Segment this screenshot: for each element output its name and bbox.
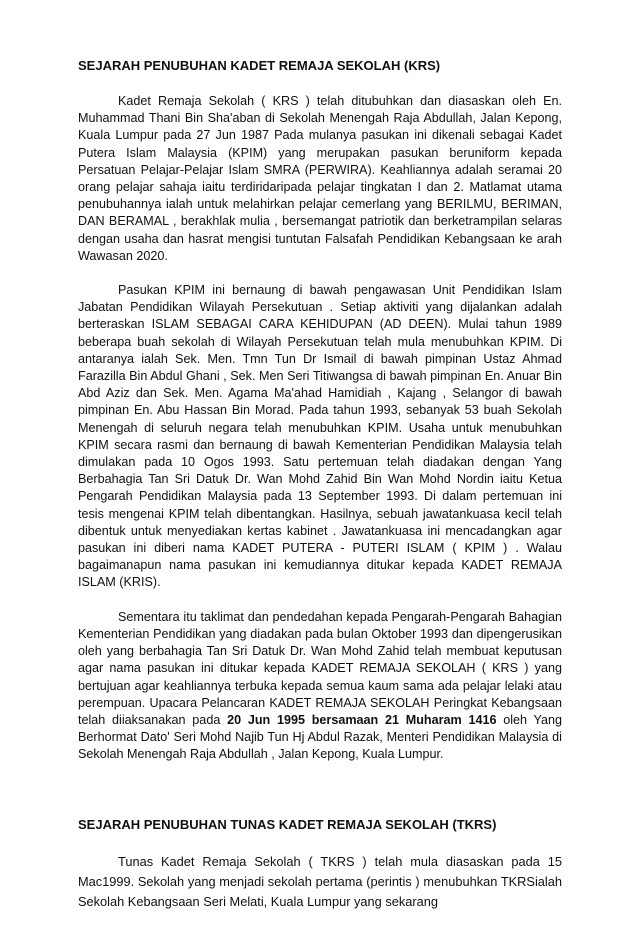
section-spacer xyxy=(78,781,562,816)
tkrs-paragraph-1: Tunas Kadet Remaja Sekolah ( TKRS ) telah mula diasaskan pada 15 Mac1999. Sekolah yang menjadi sekolah pertama (perintis ) menubuhkan TKRSialah Sekolah Kebangsaan Seri Melati, Kuala Lumpur yang sekarang xyxy=(78,853,562,909)
krs-paragraph-3-part-b: oleh Yang Berhormat Dato' Seri Mohd Najib Tun Hj Abdul Razak, Menteri Pendidikan Malaysia di Sekolah Menengah Raja Abdullah , Jalan Kepong, Kuala Lumpur. xyxy=(78,712,563,762)
krs-paragraph-1: Kadet Remaja Sekolah ( KRS ) telah ditubuhkan dan diasaskan oleh En. Muhammad Thani Bin Sha'aban di Sekolah Menengah Raja Abdullah, Jalan Kepong, Kuala Lumpur pada 27 Jun 1987 Pada mulanya pasukan ini dikenali sebagai Kadet Putera Islam Malaysia (KPIM) yang merupakan pasukan beruniform kepada Persatuan Pelajar-Pelajar Islam SMRA (PERWIRA). Keahliannya adalah seramai 20 orang pelajar sahaja iaitu terdiridaripada pelajar tingkatan I dan 2. Matlamat utama penubuhannya ialah untuk melahirkan pelajar cemerlang yang BERILMU, BERIMAN, DAN BERAMAL , berakhlak mulia , bersemangat patriotik dan berketrampilan selaras dengan usaha dan hasrat mengisi tuntutan Falsafah Pendidikan Kebangsaan ke arah Wawasan 2020. xyxy=(78,94,562,263)
tkrs-heading: SEJARAH PENUBUHAN TUNAS KADET REMAJA SEKOLAH (TKRS) xyxy=(78,816,497,832)
krs-heading: SEJARAH PENUBUHAN KADET REMAJA SEKOLAH (KRS) xyxy=(78,58,441,73)
krs-paragraph-3 xyxy=(78,609,562,764)
document-page xyxy=(78,57,562,929)
krs-paragraph-3-part-a: Sementara itu taklimat dan pendedahan kepada Pengarah-Pengarah Bahagian Kementerian Pendidikan yang diadakan pada bulan Oktober 1993 dan dipengerusikan oleh yang berbahagia Tan Sri Datuk Dr. Wan Mohd Zahid telah membuat keputusan agar nama pasukan ini ditukar kepada KADET REMAJA SEKOLAH ( KRS ) yang bertujuan agar keahliannya terbuka kepada semua kaum sama ada pelajar lelaki atau perempuan. Upacara Pelancaran KADET REMAJA SEKOLAH Peringkat Kebangsaan telah diiaksanakan pada xyxy=(78,609,562,727)
krs-paragraph-2: Pasukan KPIM ini bernaung di bawah pengawasan Unit Pendidikan Islam Jabatan Pendidikan Wilayah Persekutuan . Setiap aktiviti yang dijalankan adalah berteraskan ISLAM SEBAGAI CARA KEHIDUPAN (AD DEEN). Mulai tahun 1989 beberapa buah sekolah di Wilayah Persekutuan telah mula menubuhkan KPIM. Di antaranya ialah Sek. Men. Tmn Tun Dr Ismail di bawah pimpinan Ustaz Ahmad Farazilla Bin Abdul Ghani , Sek. Men Seri Titiwangsa di bawah pimpinan En. Anuar Bin Abd Aziz dan Sek. Men. Agama Ma'ahad Hamidiah , Kajang , Selangor di bawah pimpinan En. Abu Hassan Bin Morad. Pada tahun 1993, sebanyak 53 buah Sekolah Menengah di seluruh negara telah menubuhkan KPIM. Usaha untuk menubuhkan KPIM secara rasmi dan bernaung di bawah Kementerian Pendidikan Malaysia telah dimulakan pada 10 Ogos 1993. Satu pertemuan telah diadakan dengan Yang Berbahagia Tan Sri Datuk Dr. Wan Mohd Zahid Bin Wan Mohd Nordin iaitu Ketua Pengarah Pendidikan Malaysia pada 13 September 1993. Di dalam pertemuan ini tesis mengenai KPIM telah dibentangkan. Hasilnya, sebuah jawatankuasa kecil telah dibentuk untuk menyediakan kertas kabinet . Jawatankuasa ini mencadangkan agar pasukan ini diberi nama KADET PUTERA - PUTERI ISLAM ( KPIM ) . Walau bagaimanapun nama pasukan ini kemudiannya ditukar kepada KADET REMAJA ISLAM (KRIS). xyxy=(78,283,562,590)
launch-date-bold: 20 Jun 1995 bersamaan 21 Muharam 1416 xyxy=(227,712,497,727)
